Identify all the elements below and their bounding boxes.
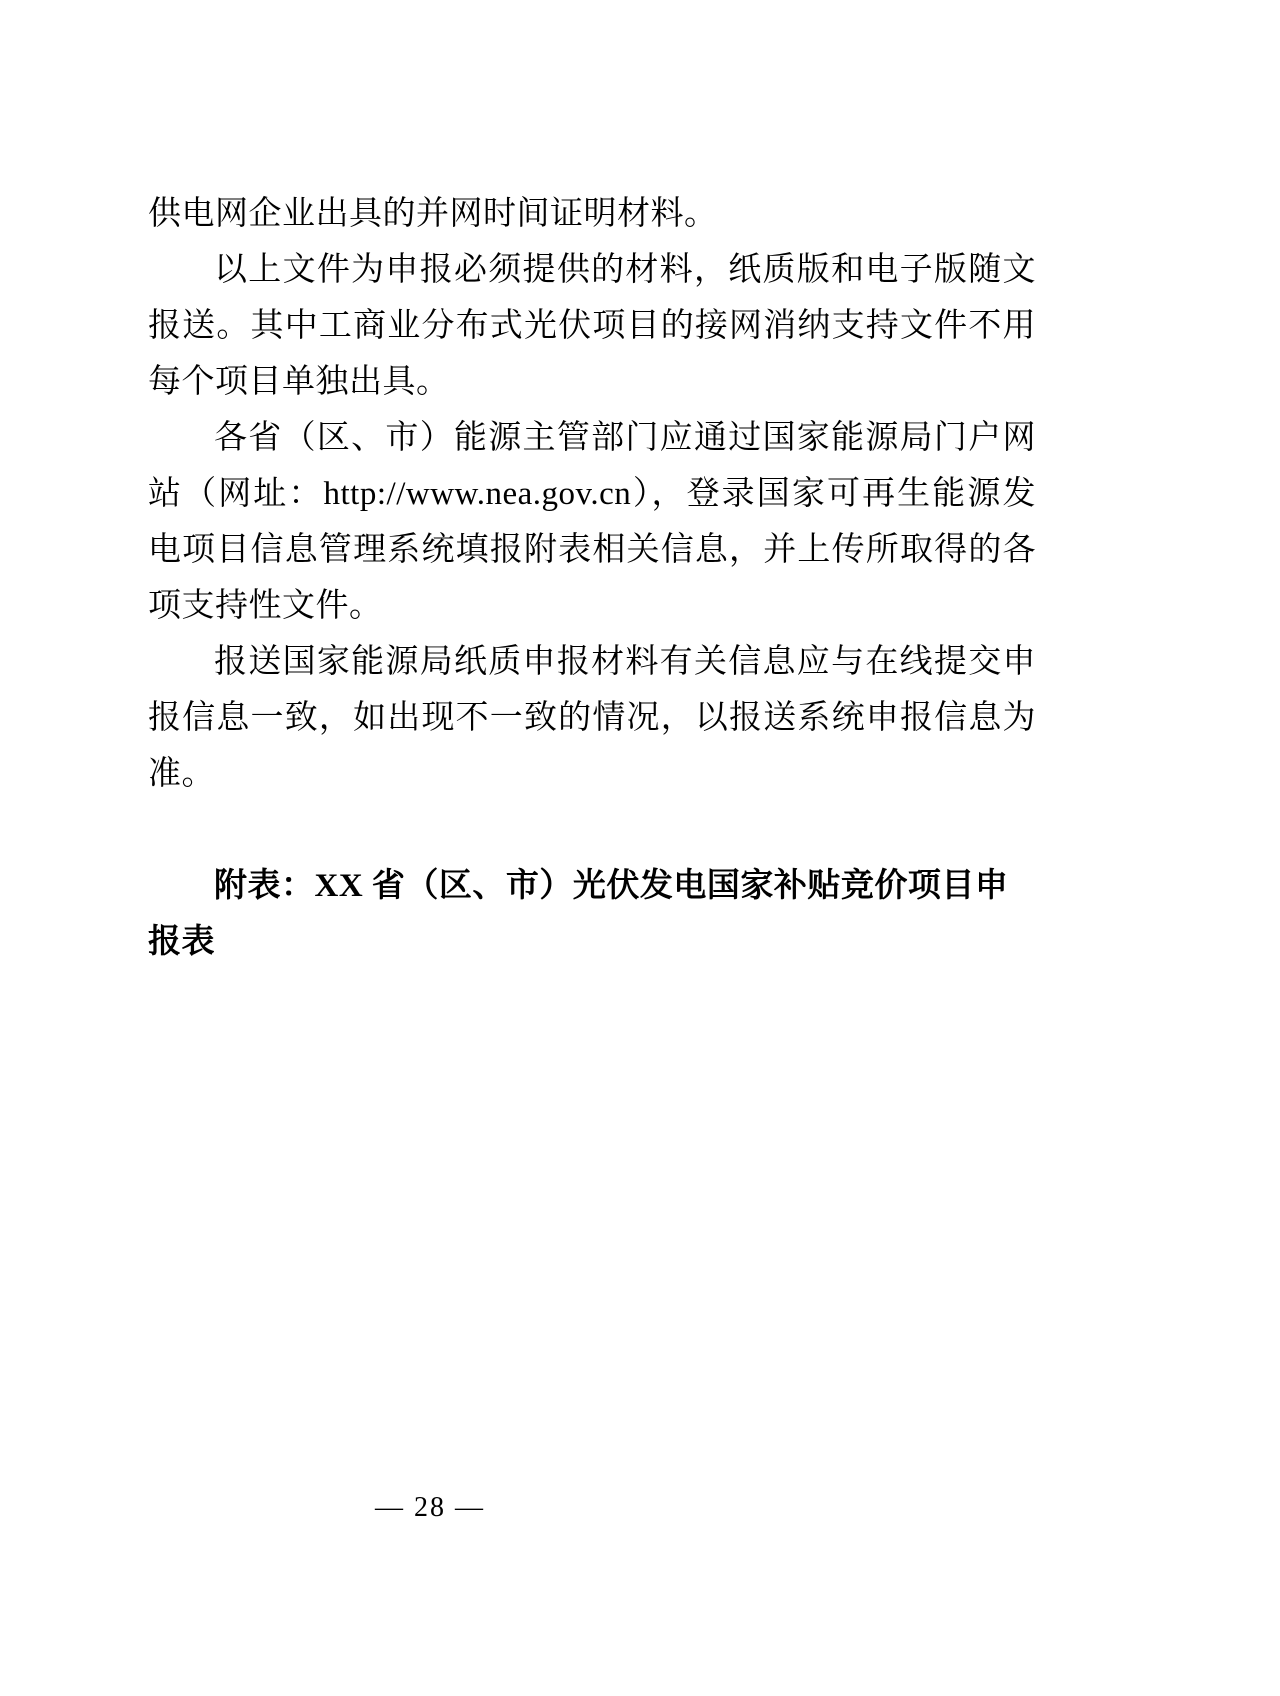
attachment-reference: 附表：XX 省（区、市）光伏发电国家补贴竞价项目申报表 xyxy=(148,868,1009,960)
paragraph-4: 报送国家能源局纸质申报材料有关信息应与在线提交申报信息一致，如出现不一致的情况，以报送系统申报信息为准。 xyxy=(148,644,1036,792)
paragraph-2: 以上文件为申报必须提供的材料，纸质版和电子版随文报送。其中工商业分布式光伏项目的接网消纳支持文件不用每个项目单独出具。 xyxy=(148,252,1036,400)
document-body xyxy=(148,186,1036,1003)
paragraph-3: 各省（区、市）能源主管部门应通过国家能源局门户网站（网址：http://www.nea.gov.cn），登录国家可再生能源发电项目信息管理系统填报附表相关信息，并上传所取得的各项支持性文件。 xyxy=(148,420,1036,624)
paragraph-1: 供电网企业出具的并网时间证明材料。 xyxy=(148,196,718,232)
page-number: — 28 — xyxy=(375,1492,485,1523)
